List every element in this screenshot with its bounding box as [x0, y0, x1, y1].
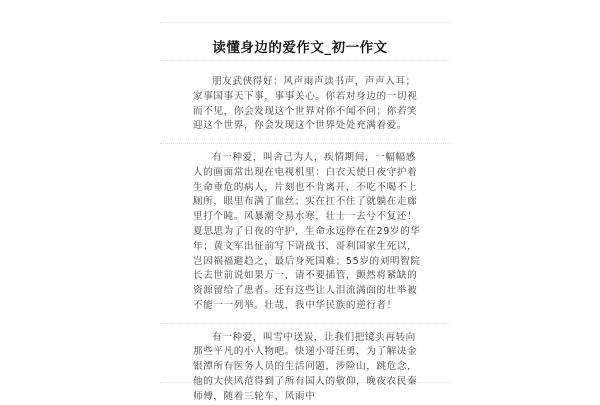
divider — [160, 22, 450, 24]
article-title: 读懂身边的爱作文_初一作文 — [212, 40, 388, 56]
paragraph: 朋友武俠得好：风声雨声读书声，声声入耳；家事国事天下事，事事关心。你若对身边的一切视而不见，你会发现这个世界对你不闻不问；你若笑迎这个世界，你会发现这个世界处处充满着爱。 — [193, 76, 418, 132]
paragraph: 有一种爱，叫雪中送炭，让我们把镜头再转向那些平凡的小人物吧。快递小哥汪勇，为了解决金银潭所有医务人员的生活问题，涉险山，跳危念，他的大侠风范得到了所有国人的敬仰，晚夜农民秦师傅，随着三轮车，风雨中 — [193, 331, 418, 402]
article-body — [193, 75, 421, 405]
paragraph: 有一种爱，叫舍己为人，疾情期间，一幅幅感人的画面常出现在电视机里：白衣天使日夜守护着生命垂危的病人，片刻也不肯离开，不吃不喝不上厕所，眼里布满了血丝；实在扛不住了就躺在走廊里打个盹。风暴潮令易水寒，壮士一去兮不复还！夏思思为了日夜的守护，生命永远停在在29岁的华年；黄文军出征前写下请战书，哥利国家生死以，岂因祸福避趋之，最后身死国难；55岁的刘明智院长去世前说如果万一，请不要插管，颤然将紧缺的资源留给了患者。还有这些让人泪流满面的壮举被不能一一列举。壮哉，我中华民族的逆行者！ — [193, 151, 421, 311]
divider — [160, 60, 450, 62]
